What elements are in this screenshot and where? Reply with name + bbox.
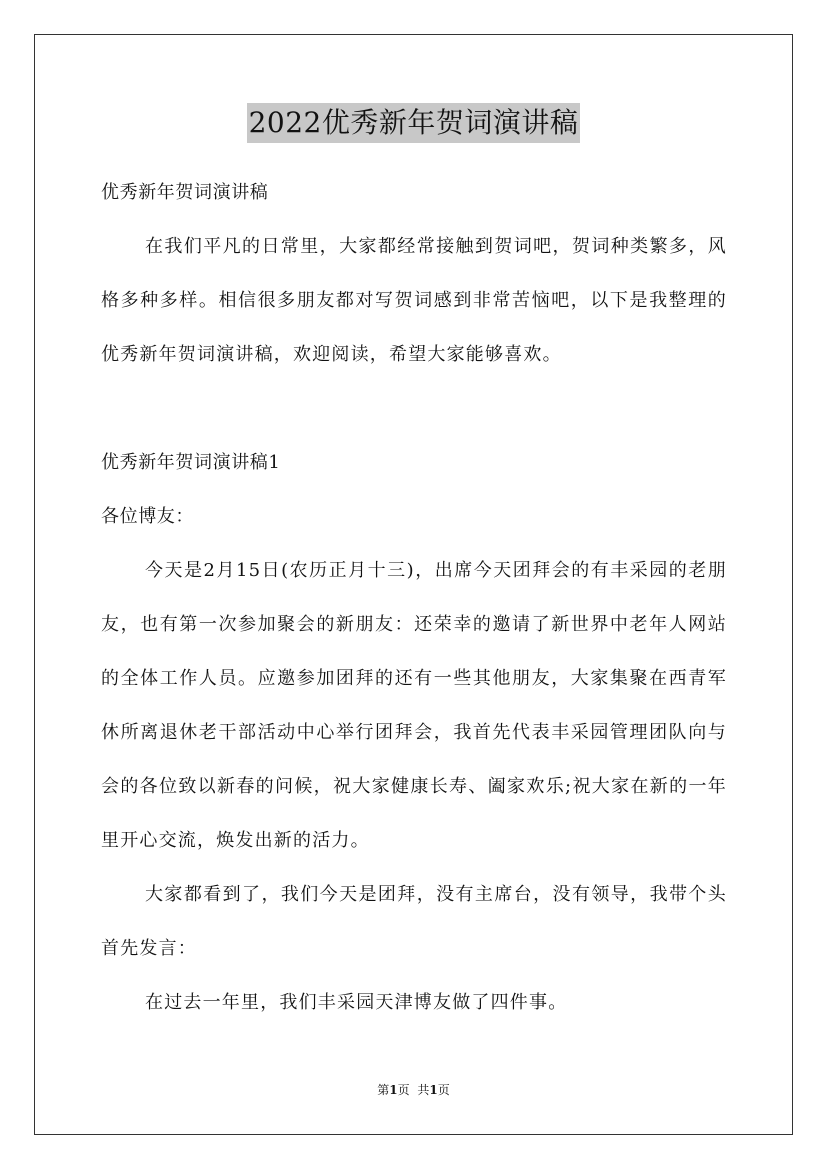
greeting-line: 各位博友：	[101, 506, 194, 527]
page-suffix: 页	[397, 1083, 410, 1097]
page-prefix: 第	[377, 1083, 390, 1097]
page-footer	[0, 1082, 827, 1098]
intro-paragraph: 在我们平凡的日常里，大家都经常接触到贺词吧，贺词种类繁多，风格多种多样。相信很多朋友都对写贺词感到非常苦恼吧，以下是我整理的优秀新年贺词演讲稿，欢迎阅读，希望大家能够喜欢。	[101, 236, 727, 365]
total-prefix: 共	[417, 1083, 430, 1097]
spacer	[101, 382, 727, 436]
section-heading: 优秀新年贺词演讲稿1	[101, 452, 281, 473]
document-title: 2022优秀新年贺词演讲稿	[247, 103, 581, 143]
body-paragraph-1: 今天是2月15日(农历正月十三)，出席今天团拜会的有丰采园的老朋友，也有第一次参加聚会的新朋友：还荣幸的邀请了新世界中老年人网站的全体工作人员。应邀参加团拜的还有一些其他朋友，大家集聚在西青军休所离退休老干部活动中心举行团拜会，我首先代表丰采园管理团队向与会的各位致以新春的问候，祝大家健康长寿、阖家欢乐;祝大家在新的一年里开心交流，焕发出新的活力。	[101, 560, 727, 851]
title-container	[0, 103, 827, 143]
document-body	[101, 166, 727, 1030]
body-paragraph-3: 在过去一年里，我们丰采园天津博友做了四件事。	[145, 992, 568, 1013]
page-total: 1	[429, 1083, 438, 1097]
total-suffix: 页	[437, 1083, 450, 1097]
page-current: 1	[389, 1083, 398, 1097]
body-paragraph-2: 大家都看到了，我们今天是团拜，没有主席台，没有领导，我带个头首先发言：	[101, 884, 727, 959]
document-subtitle: 优秀新年贺词演讲稿	[101, 182, 269, 203]
